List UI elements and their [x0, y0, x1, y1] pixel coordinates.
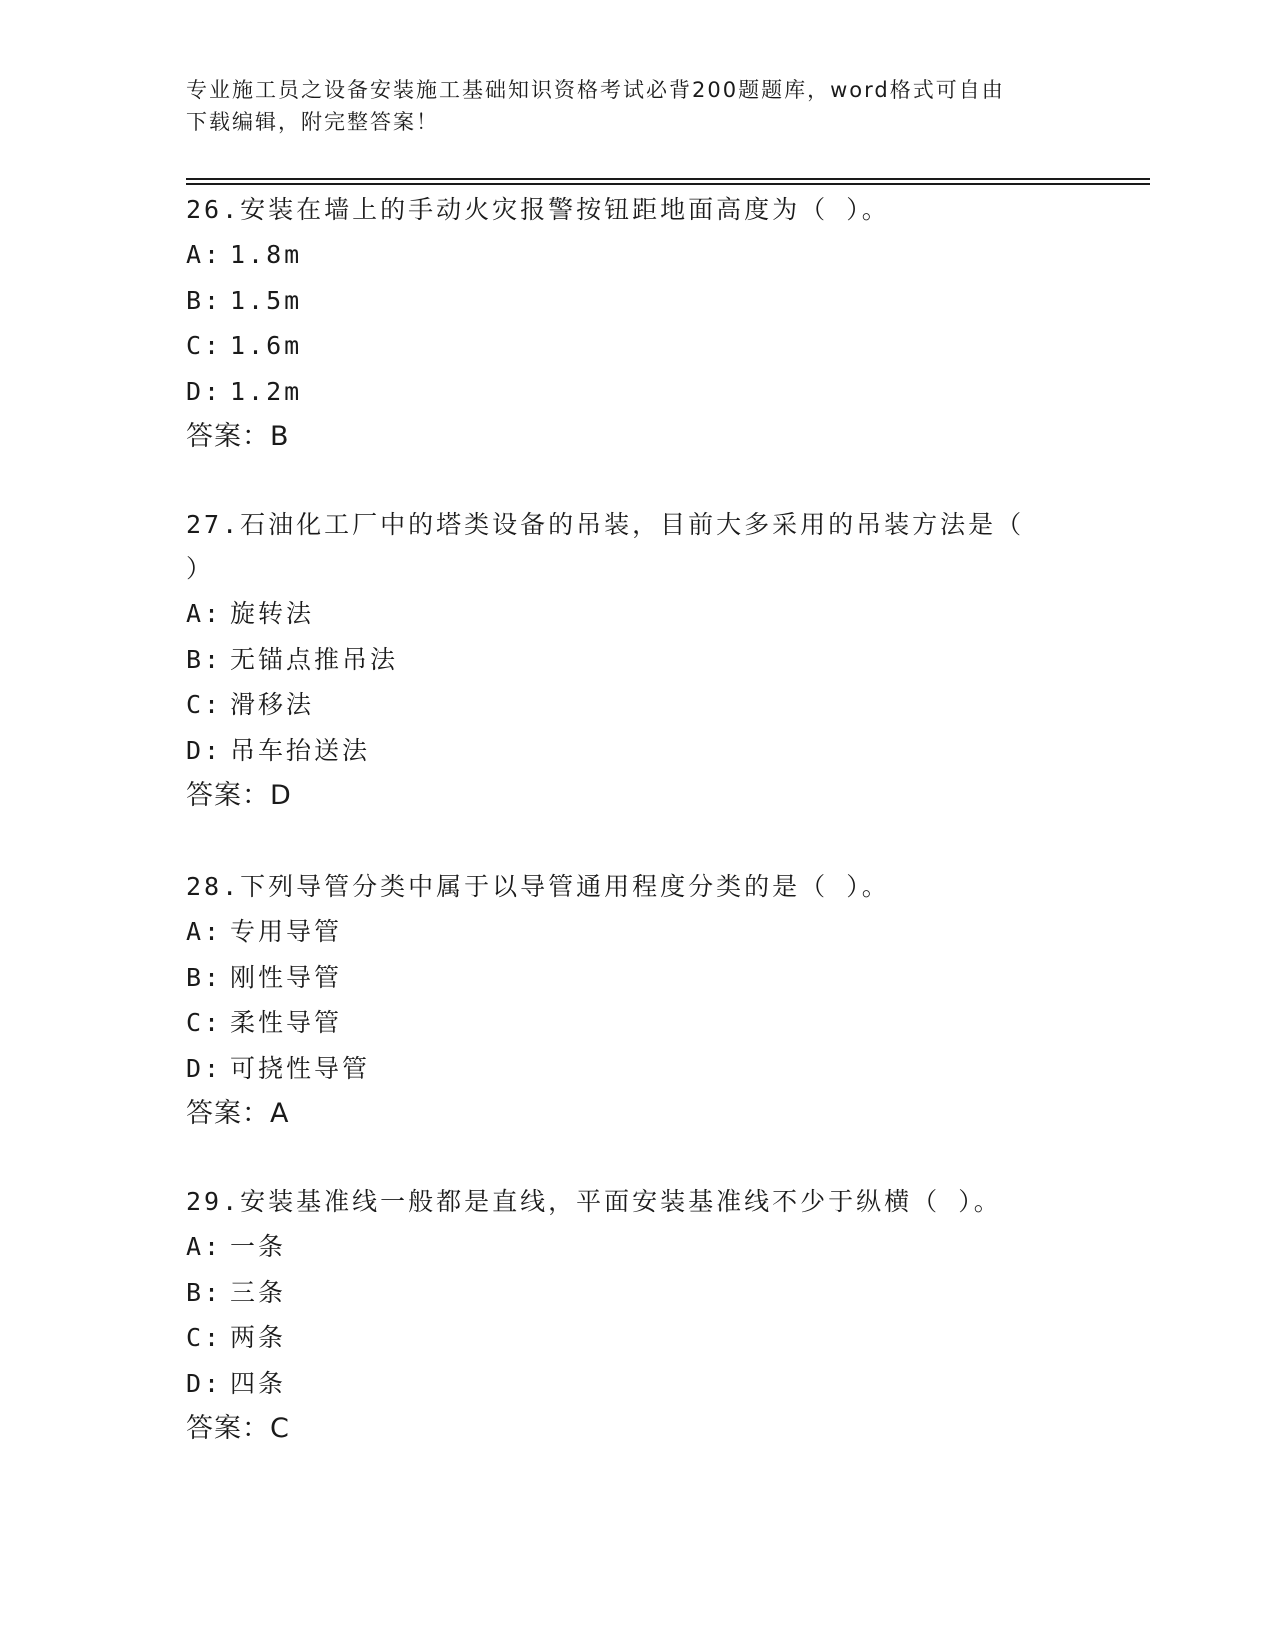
header-line-1: 专业施工员之设备安装施工基础知识资格考试必背200题题库，word格式可自由 — [186, 78, 1005, 102]
option-letter: B: — [186, 1277, 223, 1307]
option-letter: A: — [186, 917, 223, 946]
option-text: 一条 — [230, 1232, 287, 1261]
option-a — [186, 232, 1086, 278]
option-text: 滑移法 — [230, 690, 315, 719]
option-letter: C: — [186, 690, 223, 719]
question-text: 27.石油化工厂中的塔类设备的吊装，目前大多采用的吊装方法是（ ） — [186, 510, 1025, 583]
option-letter: B: — [186, 644, 223, 674]
option-text: 刚性导管 — [230, 962, 343, 992]
option-c — [186, 1000, 1086, 1046]
question-29 — [186, 1180, 1086, 1451]
option-d — [186, 369, 1086, 415]
option-text: 两条 — [230, 1323, 287, 1352]
answer: 答案：A — [186, 1098, 290, 1129]
option-text: 1.6m — [230, 331, 303, 360]
option-letter: A: — [186, 240, 223, 269]
option-letter: A: — [186, 1232, 223, 1261]
option-b — [186, 1270, 1086, 1316]
option-letter: D: — [186, 1368, 223, 1398]
option-d — [186, 1046, 1086, 1092]
header-line-2: 下载编辑，附完整答案！ — [186, 110, 439, 134]
question-28 — [186, 865, 1086, 1136]
option-text: 旋转法 — [230, 599, 315, 628]
option-text: 可挠性导管 — [230, 1053, 371, 1083]
option-d — [186, 728, 1086, 774]
option-letter: A: — [186, 599, 223, 628]
option-text: 柔性导管 — [230, 1008, 343, 1037]
header-divider-bottom — [186, 183, 1150, 185]
option-text: 专用导管 — [230, 917, 343, 946]
option-letter: C: — [186, 1008, 223, 1037]
option-a — [186, 591, 1086, 637]
option-b — [186, 637, 1086, 683]
answer: 答案：D — [186, 780, 292, 811]
answer: 答案：B — [186, 421, 290, 452]
option-letter: D: — [186, 1053, 223, 1083]
question-26 — [186, 188, 1086, 459]
option-b — [186, 955, 1086, 1001]
option-c — [186, 323, 1086, 369]
option-letter: D: — [186, 735, 223, 765]
answer: 答案：C — [186, 1413, 290, 1444]
option-letter: B: — [186, 285, 223, 315]
option-text: 四条 — [230, 1368, 287, 1398]
question-text: 26.安装在墙上的手动火灾报警按钮距地面高度为（ ）。 — [186, 195, 890, 224]
option-letter: D: — [186, 376, 223, 406]
option-text: 1.8m — [230, 240, 303, 269]
option-c — [186, 682, 1086, 728]
header-divider-top — [186, 178, 1150, 180]
option-text: 无锚点推吊法 — [230, 644, 399, 674]
option-letter: C: — [186, 331, 223, 360]
option-d — [186, 1361, 1086, 1407]
question-text: 28.下列导管分类中属于以导管通用程度分类的是（ ）。 — [186, 872, 890, 901]
option-a — [186, 909, 1086, 955]
option-letter: B: — [186, 962, 223, 992]
option-letter: C: — [186, 1323, 223, 1352]
option-a — [186, 1224, 1086, 1270]
option-text: 吊车抬送法 — [230, 735, 371, 765]
option-text: 1.5m — [230, 285, 303, 315]
question-text: 29.安装基准线一般都是直线，平面安装基准线不少于纵横（ ）。 — [186, 1187, 1002, 1216]
option-c — [186, 1315, 1086, 1361]
option-text: 三条 — [230, 1277, 287, 1307]
option-text: 1.2m — [230, 376, 303, 406]
document-header — [186, 74, 1086, 138]
option-b — [186, 278, 1086, 324]
question-27 — [186, 503, 1086, 818]
